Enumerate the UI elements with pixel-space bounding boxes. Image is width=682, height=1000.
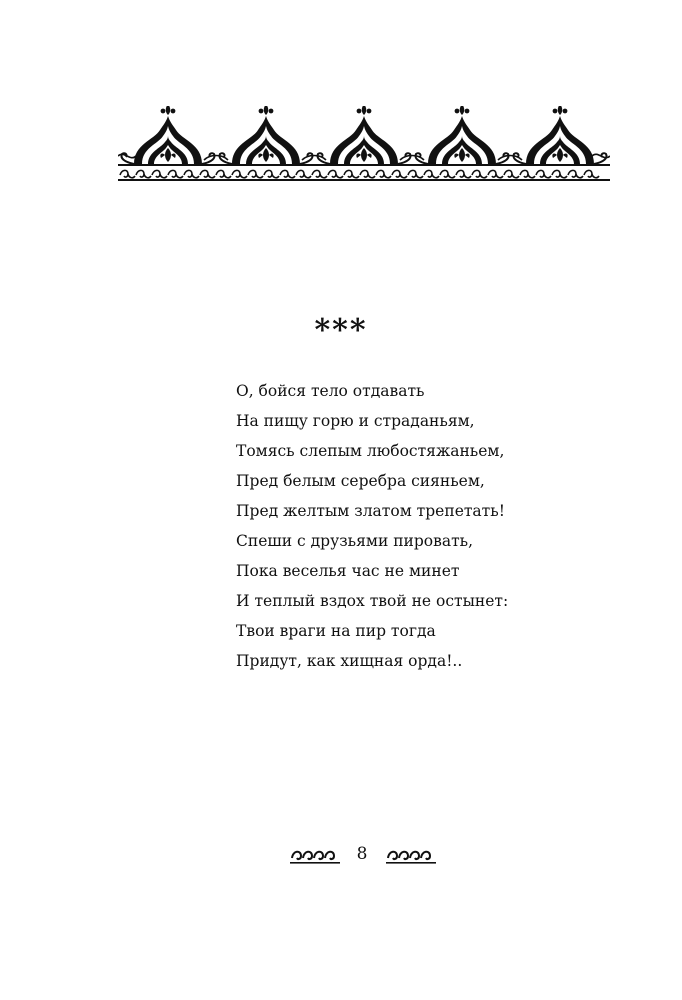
poem-line: И теплый вздох твой не остынет: — [236, 592, 509, 610]
poem-line: Придут, как хищная орда!.. — [236, 652, 463, 670]
poem-line: Пред белым серебра сияньем, — [236, 472, 485, 490]
poem-line: Пока веселья час не минет — [236, 562, 460, 580]
poem-line: Твои враги на пир тогда — [236, 622, 436, 640]
arabesque-border-icon — [118, 106, 610, 182]
scroll-wave-icon — [290, 846, 340, 864]
poem-line: Пред желтым златом трепетать! — [236, 502, 505, 520]
poem — [236, 376, 508, 676]
page-footer — [0, 840, 682, 870]
poem-line: Спеши с друзьями пировать, — [236, 532, 474, 550]
poem-line: Томясь слепым любостяжаньем, — [236, 442, 505, 460]
poem-line: На пищу горю и страданьям, — [236, 412, 475, 430]
scroll-wave-icon — [386, 846, 436, 864]
section-separator-asterisks: *** — [314, 313, 368, 348]
poem-line: О, бойся тело отдавать — [236, 382, 425, 400]
page-number: 8 — [356, 844, 368, 864]
